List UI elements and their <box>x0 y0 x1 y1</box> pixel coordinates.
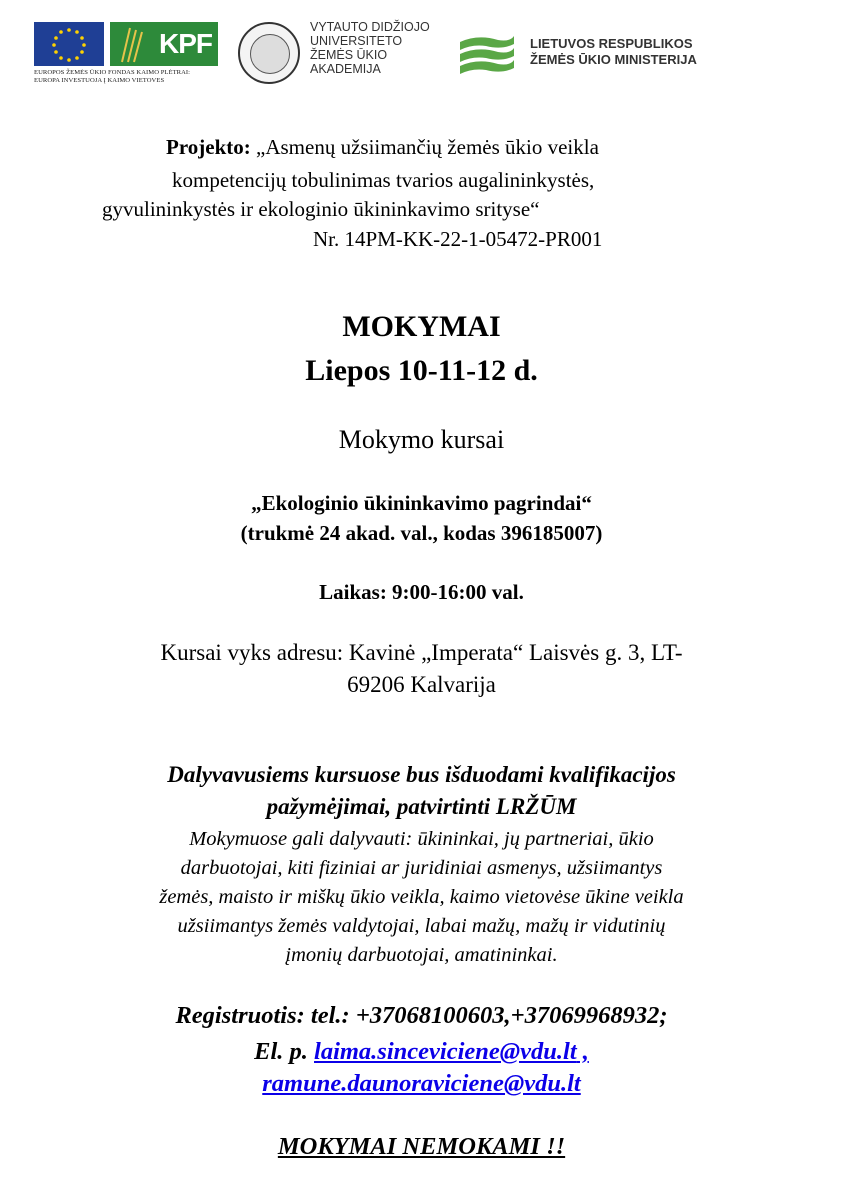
participants-line1: Mokymuose gali dalyvauti: ūkininkai, jų partneriai, ūkio <box>189 828 654 850</box>
eu-caption-line2: EUROPA INVESTUOJA Į KAIMO VIETOVES <box>34 77 165 84</box>
course-address-line1: Kursai vyks adresu: Kavinė „Imperata“ Laisvės g. 3, LT- <box>160 640 683 665</box>
project-number: Nr. 14PM-KK-22-1-05472-PR001 <box>313 227 603 251</box>
email-link-laima[interactable]: laima.sinceviciene@vdu.lt <box>314 1038 577 1065</box>
project-line2: kompetencijų tobulinimas tvarios augalininkystės, <box>172 168 595 192</box>
project-title-part1: „Asmenų užsiimančių žemės ūkio veikla <box>250 135 599 159</box>
participants-line5: įmonių darbuotojai, amatininkai. <box>285 944 558 966</box>
email-link-ramune[interactable]: ramune.daunoraviciene@vdu.lt <box>262 1070 581 1097</box>
participants-line3: žemės, maisto ir miškų ūkio veikla, kaimo vietovėse ūkine veikla <box>159 886 684 908</box>
training-dates: Liepos 10-11-12 d. <box>305 354 538 387</box>
project-line1 <box>166 132 599 162</box>
free-training-notice: MOKYMAI NEMOKAMI !! <box>277 1133 566 1160</box>
certificate-line2: pažymėjimai, patvirtinti LRŽŪM <box>266 794 577 819</box>
project-line3: gyvulininkystės ir ekologinio ūkininkavimo srityse“ <box>102 197 540 221</box>
kpf-text: KPF <box>159 28 212 59</box>
registration-email-line2 <box>0 1070 843 1098</box>
email-prefix: El. p. <box>254 1038 315 1065</box>
logo-bar <box>30 18 820 90</box>
participants-line4: užsiimantys žemės valdytojai, labai mažų, mažų ir vidutinių <box>177 915 666 937</box>
vdu-logo <box>238 18 458 90</box>
course-name: „Ekologinio ūkininkavimo pagrindai“ <box>251 491 592 515</box>
eu-flag-icon <box>34 22 104 66</box>
kpf-logo <box>110 22 218 66</box>
course-time: Laikas: 9:00-16:00 val. <box>319 580 524 604</box>
page-title: MOKYMAI <box>342 310 501 343</box>
vdu-name: VYTAUTO DIDŽIOJO UNIVERSITETO ŽEMĖS ŪKIO AKADEMIJA <box>310 20 430 76</box>
email-separator: , <box>576 1038 589 1065</box>
certificate-line1: Dalyvavusiems kursuose bus išduodami kvalifikacijos <box>167 762 676 787</box>
participants-line2: darbuotojai, kiti fiziniai ar juridiniai asmenys, užsiimantys <box>180 857 663 879</box>
course-subtitle: Mokymo kursai <box>338 425 505 454</box>
project-colon: : <box>243 135 251 159</box>
eu-caption-line1: EUROPOS ŽEMĖS ŪKIO FONDAS KAIMO PLĖTRAI: <box>34 69 191 76</box>
ministry-logo <box>458 30 728 80</box>
ministry-leaf-icon <box>458 32 516 76</box>
registration-email-line <box>0 1038 843 1066</box>
ministry-name: LIETUVOS RESPUBLIKOS ŽEMĖS ŪKIO MINISTERIJA <box>530 36 697 67</box>
registration-phones: Registruotis: tel.: +37068100603,+37069968932; <box>175 1002 668 1029</box>
vdu-seal-icon <box>238 22 300 84</box>
project-label: Projekto <box>166 135 244 159</box>
course-address-line2: 69206 Kalvarija <box>347 672 496 697</box>
eu-kpf-logo <box>34 22 218 88</box>
eu-caption <box>34 69 224 85</box>
course-details: (trukmė 24 akad. val., kodas 396185007) <box>240 521 603 545</box>
